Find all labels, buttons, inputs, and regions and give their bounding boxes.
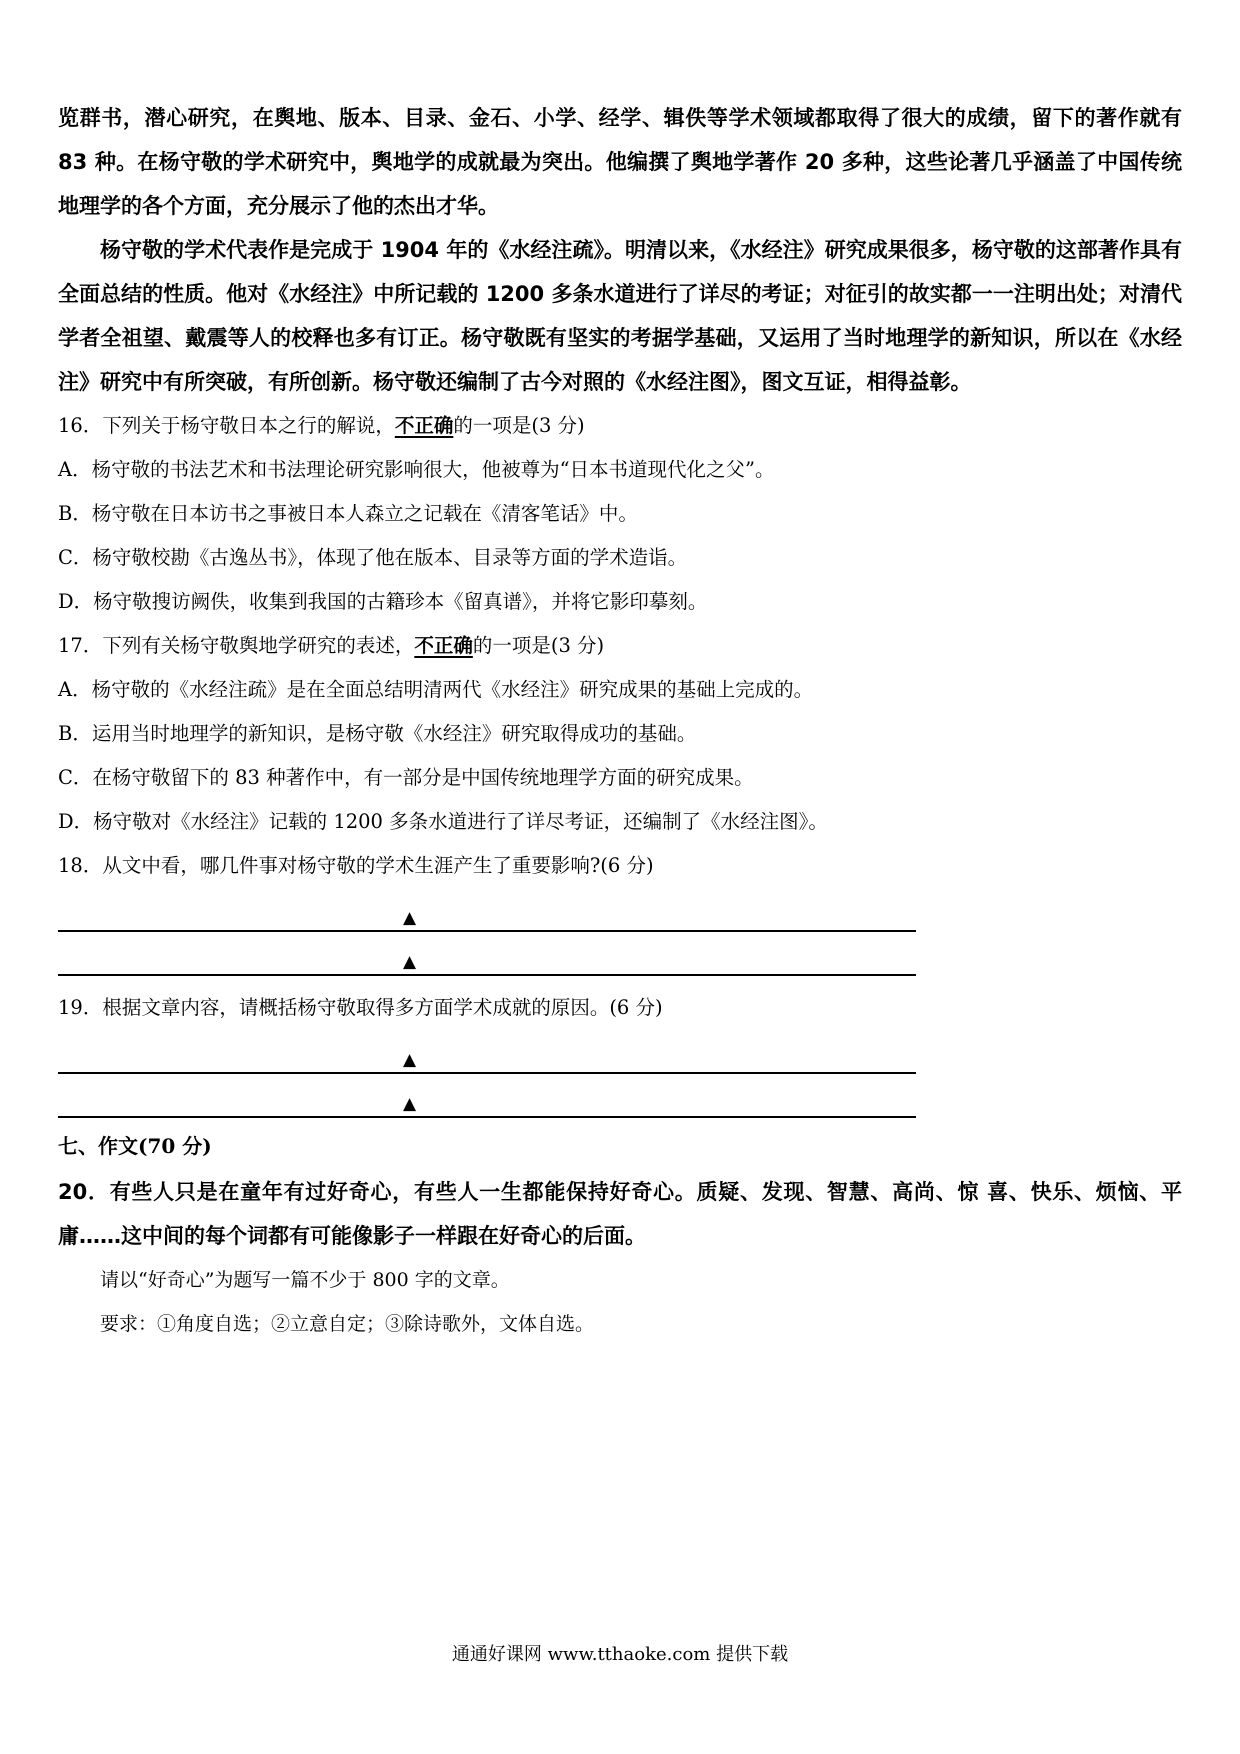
question-18-stem: 18．从文中看，哪几件事对杨守敬的学术生涯产生了重要影响?(6 分) bbox=[58, 854, 654, 877]
section-essay bbox=[58, 1122, 1182, 1346]
essay-requirements: 要求：①角度自选；②立意自定；③除诗歌外，文体自选。 bbox=[100, 1313, 595, 1335]
question-17-option-b: B．运用当时地理学的新知识，是杨守敬《水经注》研究取得成功的基础。 bbox=[58, 722, 697, 745]
passage-paragraph-1: 览群书，潜心研究，在舆地、版本、目录、金石、小学、经学、辑佚等学术领域都取得了很大的成绩，留下的著作就有 83 种。在杨守敬的学术研究中，舆地学的成就最为突出。他编撰了舆地学著作 20 多种，这些论著几乎涵盖了中国传统地理学的各个方面，充分展示了他的杰出才华。 bbox=[58, 106, 1182, 218]
question-17-option-d: D．杨守敬对《水经注》记载的 1200 多条水道进行了详尽考证，还编制了《水经注图》。 bbox=[58, 810, 828, 833]
answer-line[interactable] bbox=[58, 888, 916, 932]
question-20-prompt: 20．有些人只是在童年有过好奇心，有些人一生都能保持好奇心。质疑、发现、智慧、高尚、惊 喜、快乐、烦恼、平庸……这中间的每个词都有可能像影子一样跟在好奇心的后面。 bbox=[58, 1180, 1182, 1248]
question-17-stem-end: 的一项是(3 分) bbox=[472, 634, 605, 657]
question-16-option-d: D．杨守敬搜访阙佚，收集到我国的古籍珍本《留真谱》，并将它影印摹刻。 bbox=[58, 590, 708, 613]
question-17-stem bbox=[58, 624, 1182, 668]
triangle-marker-icon: ▲ bbox=[403, 952, 417, 972]
question-16 bbox=[58, 404, 1182, 624]
answer-line[interactable] bbox=[58, 1030, 916, 1074]
question-16-stem-start: 16．下列关于杨守敬日本之行的解说， bbox=[58, 414, 395, 437]
triangle-marker-icon: ▲ bbox=[403, 1094, 417, 1114]
answer-line[interactable] bbox=[58, 1074, 916, 1118]
exam-page bbox=[58, 96, 1182, 1346]
question-16-stem-end: 的一项是(3 分) bbox=[453, 414, 585, 437]
question-17-option-c: C．在杨守敬留下的 83 种著作中，有一部分是中国传统地理学方面的研究成果。 bbox=[58, 766, 754, 789]
page-footer: 通通好课网 www.tthaoke.com 提供下载 bbox=[451, 1644, 789, 1665]
answer-line[interactable] bbox=[58, 932, 916, 976]
question-19-stem: 19．根据文章内容，请概括杨守敬取得多方面学术成就的原因。(6 分) bbox=[58, 996, 663, 1019]
question-16-emphasis: 不正确 bbox=[394, 414, 454, 437]
question-16-option-b: B．杨守敬在日本访书之事被日本人森立之记载在《清客笔话》中。 bbox=[58, 502, 638, 525]
question-16-stem bbox=[58, 404, 1182, 448]
question-17 bbox=[58, 624, 1182, 844]
essay-instruction: 请以“好奇心”为题写一篇不少于 800 字的文章。 bbox=[100, 1269, 510, 1291]
question-19 bbox=[58, 986, 1182, 1118]
triangle-marker-icon: ▲ bbox=[403, 1050, 417, 1070]
question-17-option-a: A．杨守敬的《水经注疏》是在全面总结明清两代《水经注》研究成果的基础上完成的。 bbox=[58, 678, 814, 701]
question-16-option-a: A．杨守敬的书法艺术和书法理论研究影响很大，他被尊为“日本书道现代化之父”。 bbox=[58, 458, 775, 481]
question-16-option-c: C．杨守敬校勘《古逸丛书》，体现了他在版本、目录等方面的学术造诣。 bbox=[58, 546, 688, 569]
question-17-emphasis: 不正确 bbox=[414, 634, 473, 657]
section-title: 七、作文(70 分) bbox=[58, 1134, 212, 1158]
question-17-stem-start: 17．下列有关杨守敬舆地学研究的表述， bbox=[58, 634, 415, 657]
question-18 bbox=[58, 844, 1182, 976]
passage-paragraph-2: 杨守敬的学术代表作是完成于 1904 年的《水经注疏》。明清以来，《水经注》研究成果很多，杨守敬的这部著作具有全面总结的性质。他对《水经注》中所记载的 1200 多条水道进行了详尽的考证；对征引的故实都一一注明出处；对清代学者全祖望、戴震等人的校释也多有订正。杨守敬既有坚实的考据学基础，又运用了当时地理学的新知识，所以在《水经注》研究中有所突破，有所创新。杨守敬还编制了古今对照的《水经注图》，图文互证，相得益彰。 bbox=[58, 238, 1182, 394]
triangle-marker-icon: ▲ bbox=[403, 908, 417, 928]
